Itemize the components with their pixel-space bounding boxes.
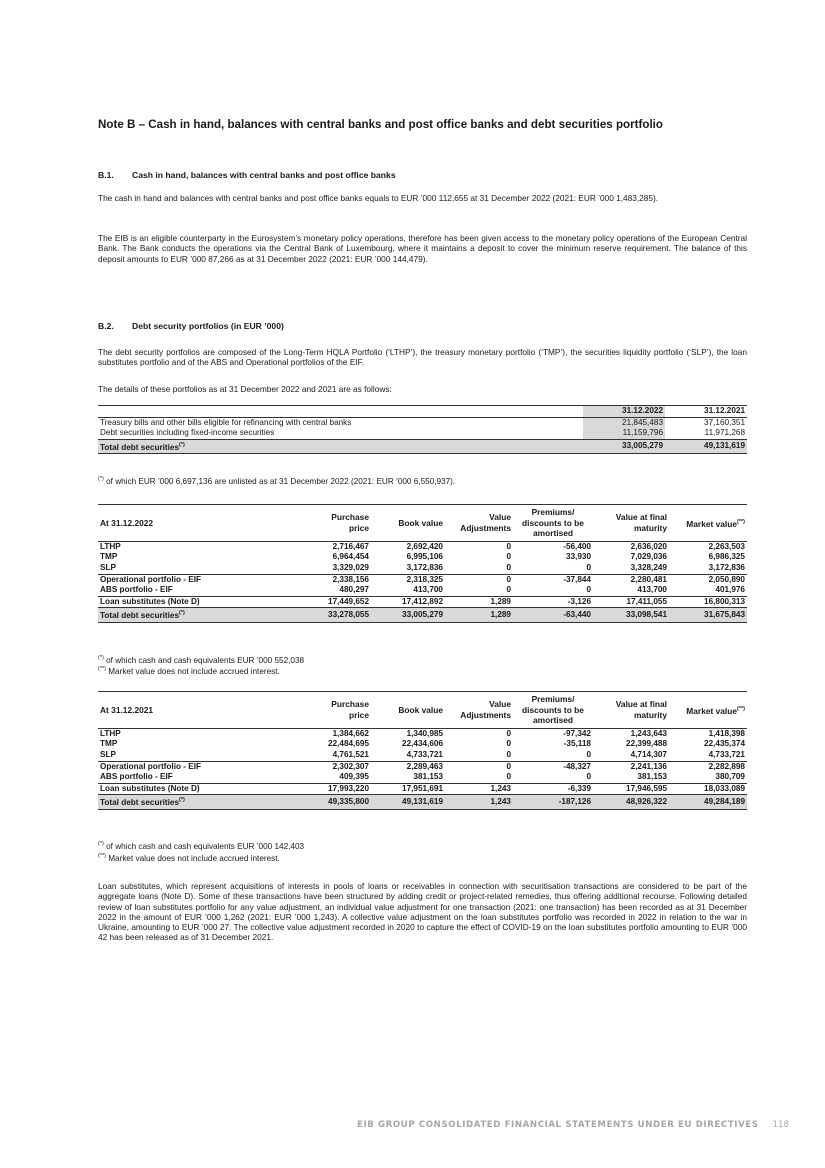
column-header: Value Adjustments xyxy=(460,512,511,533)
cell-value: 2,050,890 xyxy=(708,574,745,584)
cell-value: 2,338,156 xyxy=(332,574,369,584)
cell-value: 0 xyxy=(506,574,511,584)
table-row xyxy=(98,541,747,552)
cell-value: 2,280,481 xyxy=(630,574,667,584)
cell-value: 22,399,488 xyxy=(626,739,667,749)
cell-value: 31,675,843 xyxy=(704,609,745,619)
cell-value: 1,289 xyxy=(490,609,511,619)
cell-value: 1,243 xyxy=(490,783,511,793)
cell-value: 22,484,695 xyxy=(328,739,369,749)
cell-value: 0 xyxy=(506,739,511,749)
cell-value: 49,284,189 xyxy=(704,796,745,806)
b1-paragraph-2: The EIB is an eligible counterparty in the Eurosystem’s monetary policy operations, therefore has been given access to the monetary policy operations of the European Central Bank. The Bank conducts the operations via the Central Bank of Luxembourg, where it maintains a deposit to cover the minimum reserve requirement. The balance of this deposit amounts to EUR ’000 87,266 as at 31 December 2022 (2021: EUR ’000 144,479). xyxy=(98,233,747,264)
table-row xyxy=(98,428,747,439)
cell-value: 1,340,985 xyxy=(406,728,443,738)
cell-value: 6,995,106 xyxy=(406,552,443,562)
row-label: LTHP xyxy=(100,728,121,738)
row-label: TMP xyxy=(100,552,118,562)
table-header-row xyxy=(98,406,747,418)
cell-value: 6,986,325 xyxy=(708,552,745,562)
closing-paragraph: Loan substitutes, which represent acquisitions of interests in pools of loans or receivables in connection with securitisation transactions are considered to be part of the aggregate loans (Note D). Some of these transactions have been structured by adding credit or project-related remedies, thus offering additional recourse. Following detailed review of loan substitutes portfolio for any value adjustment, an individual value adjustment for one transaction (2021: one transaction) has been recorded as at 31 December 2022 in the amount of EUR ’000 1,262 (2021: EUR ’000 1,243). A collective value adjustment on the loan substitutes portfolio was recorded in 2022 in relation to the war in Ukraine, amounting to EUR ’000 27. The collective value adjustment recorded in 2020 to capture the effect of COVID-19 on the loan substitutes portfolio amounting to EUR ’000 42 has been released as of 31 December 2021. xyxy=(98,881,747,943)
row-label: Loan substitutes (Note D) xyxy=(100,783,200,793)
column-header: Value at final maturity xyxy=(615,512,667,533)
cell-value: -35,118 xyxy=(563,739,591,749)
column-header: Market value(**) xyxy=(686,518,745,529)
section-b1-heading xyxy=(98,170,396,180)
cell-value: 401,976 xyxy=(715,585,745,595)
column-header: Value at final maturity xyxy=(615,699,667,720)
table-row xyxy=(98,761,747,772)
table-total-row xyxy=(98,795,747,810)
portfolio-table-2022 xyxy=(98,504,747,623)
section-title: Cash in hand, balances with central banks and post office banks xyxy=(132,170,396,180)
row-label: TMP xyxy=(100,739,118,749)
footer-title: EIB GROUP CONSOLIDATED FINANCIAL STATEMENTS UNDER EU DIRECTIVES xyxy=(356,1120,759,1130)
table-total-row xyxy=(98,439,747,454)
section-number: B.1. xyxy=(98,170,114,180)
row-label: ABS portfolio - EIF xyxy=(100,585,173,595)
cell-value: 2,636,020 xyxy=(630,541,667,551)
portfolio-table-2021 xyxy=(98,691,747,810)
cell-value: 22,435,374 xyxy=(704,739,745,749)
table-row xyxy=(98,728,747,739)
cell-value: -63,440 xyxy=(563,609,591,619)
cell-value: 16,800,313 xyxy=(704,596,745,606)
b1-paragraph-1: The cash in hand and balances with central banks and post office banks equals to EUR ’000 112,655 at 31 December 2022 (2021: EUR ’000 1,483,285). xyxy=(98,193,659,203)
cell-value: 33,278,055 xyxy=(328,609,369,619)
footnote: (*) of which cash and cash equivalents EUR ’000 552,038 xyxy=(98,655,305,665)
row-label: Operational portfolio - EIF xyxy=(100,574,201,584)
row-label: ABS portfolio - EIF xyxy=(100,772,173,782)
section-title: Debt security portfolios (in EUR ’000) xyxy=(132,321,284,331)
cell-value: 4,714,307 xyxy=(630,749,667,759)
cell-value: 0 xyxy=(506,761,511,771)
column-header: Premiums/ discounts to be amortised xyxy=(522,694,584,726)
table-row xyxy=(98,739,747,750)
row-label: Debt securities including fixed-income securities xyxy=(100,428,275,438)
cell-value: 381,153 xyxy=(637,772,667,782)
cell-value: 21,845,483 xyxy=(583,417,665,428)
footnote: (**) Market value does not include accrued interest. xyxy=(98,666,280,676)
table-row xyxy=(98,783,747,795)
page-footer xyxy=(357,1120,789,1130)
cell-value: 3,329,029 xyxy=(332,562,369,572)
cell-value: 22,434,606 xyxy=(402,739,443,749)
cell-value: -6,339 xyxy=(567,783,591,793)
table-header-row xyxy=(98,505,747,542)
cell-value: 49,131,619 xyxy=(402,796,443,806)
cell-value: 1,384,662 xyxy=(332,728,369,738)
cell-value: 409,395 xyxy=(339,772,369,782)
column-header: Purchase price xyxy=(331,699,369,720)
cell-value: 48,926,322 xyxy=(626,796,667,806)
table-row xyxy=(98,417,747,428)
cell-value: 413,700 xyxy=(413,585,443,595)
cell-value: 49,131,619 xyxy=(704,441,745,451)
footnote: (*) of which EUR ’000 6,697,136 are unlisted as at 31 December 2022 (2021: EUR ’000 6,550,937). xyxy=(98,476,456,486)
section-b2-heading xyxy=(98,321,284,331)
period-label: At 31.12.2022 xyxy=(100,517,154,528)
cell-value: 0 xyxy=(586,772,591,782)
cell-value: 4,733,721 xyxy=(406,749,443,759)
cell-value: -48,327 xyxy=(563,761,591,771)
cell-value: 33,005,279 xyxy=(622,441,663,451)
cell-value: 380,709 xyxy=(715,772,745,782)
cell-value: 49,335,800 xyxy=(328,796,369,806)
cell-value: 4,733,721 xyxy=(708,749,745,759)
row-label: Total debt securities(*) xyxy=(100,610,185,621)
cell-value: 1,243 xyxy=(490,796,511,806)
table-row xyxy=(98,552,747,563)
row-label: Loan substitutes (Note D) xyxy=(100,596,200,606)
cell-value: 11,971,268 xyxy=(704,428,745,438)
cell-value: 0 xyxy=(506,562,511,572)
cell-value: 0 xyxy=(506,585,511,595)
cell-value: 2,282,898 xyxy=(708,761,745,771)
b2-paragraph-2: The details of these portfolios as at 31 December 2022 and 2021 are as follows: xyxy=(98,384,392,394)
cell-value: 3,172,836 xyxy=(406,562,443,572)
cell-value: 17,449,652 xyxy=(328,596,369,606)
section-number: B.2. xyxy=(98,321,114,331)
cell-value: 33,098,541 xyxy=(626,609,667,619)
row-label: Treasury bills and other bills eligible for refinancing with central banks xyxy=(100,417,352,427)
cell-value: 17,946,595 xyxy=(626,783,667,793)
row-label: Total debt securities(*) xyxy=(100,441,185,452)
cell-value: 17,412,892 xyxy=(402,596,443,606)
table-row xyxy=(98,585,747,596)
debt-securities-summary-table xyxy=(98,405,747,454)
cell-value: 2,716,467 xyxy=(332,541,369,551)
cell-value: 413,700 xyxy=(637,585,667,595)
cell-value: 37,160,351 xyxy=(704,417,745,427)
cell-value: 0 xyxy=(586,585,591,595)
cell-value: 0 xyxy=(586,749,591,759)
table-header-row xyxy=(98,692,747,729)
column-header: Premiums/ discounts to be amortised xyxy=(522,507,584,539)
cell-value: 0 xyxy=(506,552,511,562)
cell-value: -56,400 xyxy=(563,541,591,551)
cell-value: 2,289,463 xyxy=(406,761,443,771)
column-header: Value Adjustments xyxy=(460,699,511,720)
cell-value: 6,964,454 xyxy=(332,552,369,562)
cell-value: 17,993,220 xyxy=(328,783,369,793)
cell-value: 11,159,796 xyxy=(583,428,665,439)
cell-value: -187,126 xyxy=(558,796,591,806)
footnote: (**) Market value does not include accrued interest. xyxy=(98,853,280,863)
cell-value: 2,318,325 xyxy=(406,574,443,584)
page-number: 118 xyxy=(772,1120,789,1130)
row-label: SLP xyxy=(100,562,116,572)
cell-value: 381,153 xyxy=(413,772,443,782)
row-label: SLP xyxy=(100,749,116,759)
row-label: LTHP xyxy=(100,541,121,551)
cell-value: 33,930 xyxy=(565,552,591,562)
cell-value: 0 xyxy=(506,772,511,782)
b2-paragraph-1: The debt security portfolios are composed of the Long-Term HQLA Portfolio (‘LTHP’), the treasury monetary portfolio (‘TMP’), the securities liquidity portfolio (‘SLP’), the loan substitutes portfolio and of the ABS and Operational portfolios of the EIF. xyxy=(98,347,747,368)
table-row xyxy=(98,596,747,608)
table-row xyxy=(98,574,747,585)
cell-value: 7,029,036 xyxy=(630,552,667,562)
cell-value: -37,844 xyxy=(563,574,591,584)
column-header: 31.12.2022 xyxy=(583,406,665,418)
table-row xyxy=(98,772,747,783)
column-header: 31.12.2021 xyxy=(704,406,745,415)
cell-value: 2,692,420 xyxy=(406,541,443,551)
column-header: Market value(**) xyxy=(686,705,745,716)
period-label: At 31.12.2021 xyxy=(100,704,154,715)
cell-value: 0 xyxy=(506,541,511,551)
cell-value: -3,126 xyxy=(567,596,591,606)
footnote: (*) of which cash and cash equivalents EUR ’000 142,403 xyxy=(98,841,305,851)
cell-value: 480,297 xyxy=(339,585,369,595)
table-total-row xyxy=(98,608,747,623)
cell-value: 4,761,521 xyxy=(332,749,369,759)
column-header: Book value xyxy=(398,517,443,528)
row-label: Operational portfolio - EIF xyxy=(100,761,201,771)
cell-value: 0 xyxy=(506,728,511,738)
cell-value: 2,241,136 xyxy=(630,761,667,771)
column-header: Purchase price xyxy=(331,512,369,533)
note-title: Note B – Cash in hand, balances with central banks and post office banks and debt securities portfolio xyxy=(98,118,663,131)
cell-value: 1,418,398 xyxy=(708,728,745,738)
column-header: Book value xyxy=(398,704,443,715)
cell-value: 3,328,249 xyxy=(630,562,667,572)
cell-value: 33,005,279 xyxy=(402,609,443,619)
cell-value: 2,302,307 xyxy=(332,761,369,771)
cell-value: 1,289 xyxy=(490,596,511,606)
cell-value: -97,342 xyxy=(563,728,591,738)
cell-value: 18,033,089 xyxy=(704,783,745,793)
table-row xyxy=(98,750,747,761)
cell-value: 0 xyxy=(506,749,511,759)
cell-value: 0 xyxy=(586,562,591,572)
cell-value: 1,243,643 xyxy=(630,728,667,738)
cell-value: 3,172,836 xyxy=(708,562,745,572)
cell-value: 17,411,055 xyxy=(626,596,667,606)
cell-value: 2,263,503 xyxy=(708,541,745,551)
table-row xyxy=(98,563,747,574)
row-label: Total debt securities(*) xyxy=(100,797,185,808)
cell-value: 17,951,691 xyxy=(402,783,443,793)
